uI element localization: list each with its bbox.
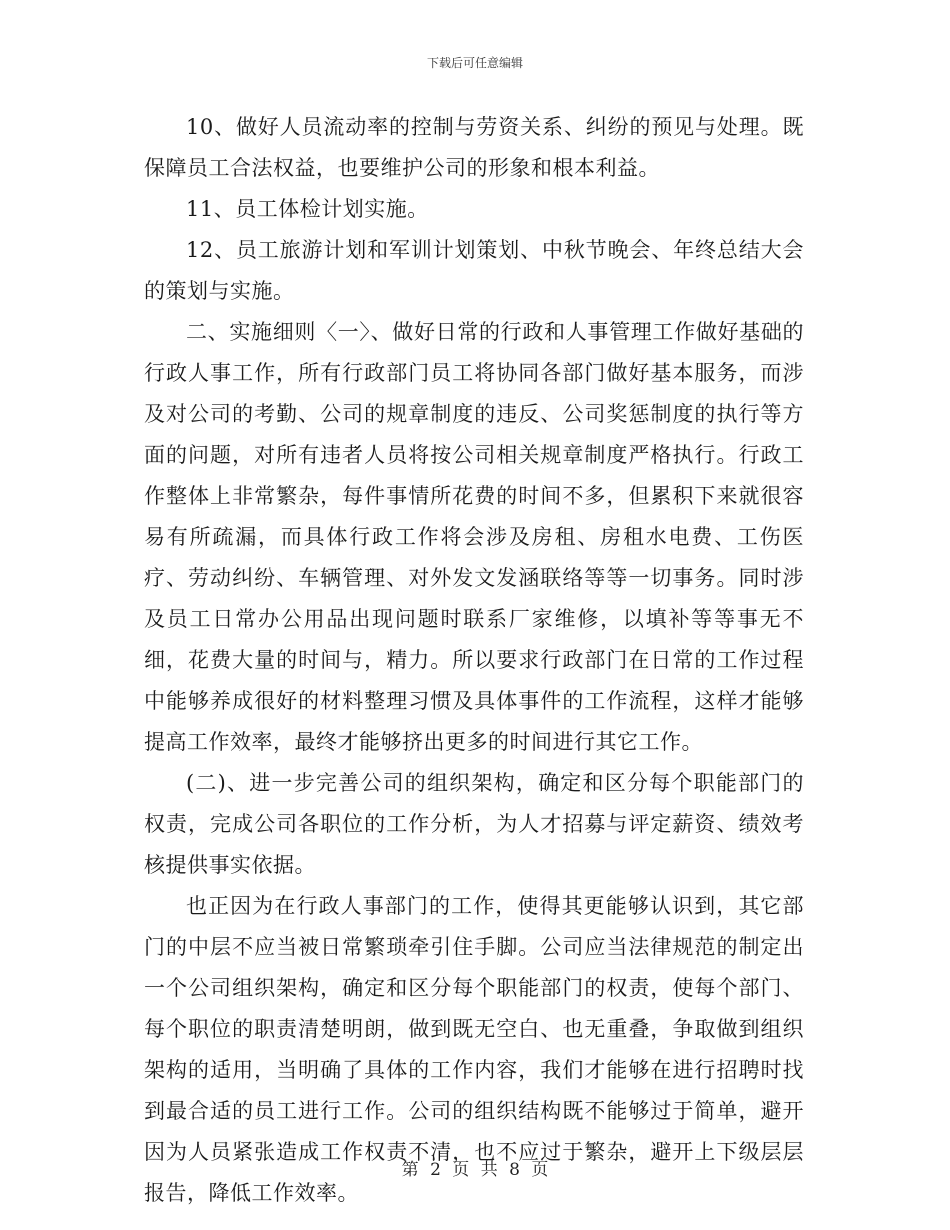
paragraph-item-10: 10、做好人员流动率的控制与劳资关系、纠纷的预见与处理。既保障员工合法权益，也要维护公司的形象和根本利益。	[144, 115, 804, 180]
page-header: 下载后可任意编辑	[426, 56, 523, 70]
paragraph-implementation-rules-2: (二)、进一步完善公司的组织架构，确定和区分每个职能部门的权责，完成公司各职位的工作分析，为人才招募与评定薪资、绩效考核提供事实依据。	[144, 771, 804, 877]
paragraph-item-11: 11、员工体检计划实施。	[186, 197, 429, 221]
paragraph-implementation-rules-1: 二、实施细则〈一〉、做好日常的行政和人事管理工作做好基础的行政人事工作，所有行政部门员工将协同各部门做好基本服务，而涉及对公司的考勤、公司的规章制度的违反、公司奖惩制度的执行等方面的问题，对所有违者人员将按公司相关规章制度严格执行。行政工作整体上非常繁杂，每件事情所花费的时间不多，但累积下来就很容易有所疏漏，而具体行政工作将会涉及房租、房租水电费、工伤医疗、劳动纠纷、车辆管理、对外发文发涵联络等等一切事务。同时涉及员工日常办公用品出现问题时联系厂家维修，以填补等等事无不细，花费大量的时间与，精力。所以要求行政部门在日常的工作过程中能够养成很好的材料整理习惯及具体事件的工作流程，这样才能够提高工作效率，最终才能够挤出更多的时间进行其它工作。	[144, 320, 804, 754]
page-number: 第 2 页 共 8 页	[401, 1160, 549, 1180]
document-body	[144, 107, 804, 1214]
paragraph-organization-structure: 也正因为在行政人事部门的工作，使得其更能够认识到，其它部门的中层不应当被日常繁琐牵引住手脚。公司应当法律规范的制定出一个公司组织架构，确定和区分每个职能部门的权责，使每个部门、每个职位的职责清楚明朗，做到既无空白、也无重叠，争取做到组织架构的适用，当明确了具体的工作内容，我们才能够在进行招聘时找到最合适的员工进行工作。公司的组织结构既不能够过于简单，避开因为人员紧张造成工作权责不清，也不应过于繁杂，避开上下级层层报告，降低工作效率。	[144, 894, 804, 1205]
paragraph-item-12: 12、员工旅游计划和军训计划策划、中秋节晚会、年终总结大会的策划与实施。	[144, 238, 804, 303]
